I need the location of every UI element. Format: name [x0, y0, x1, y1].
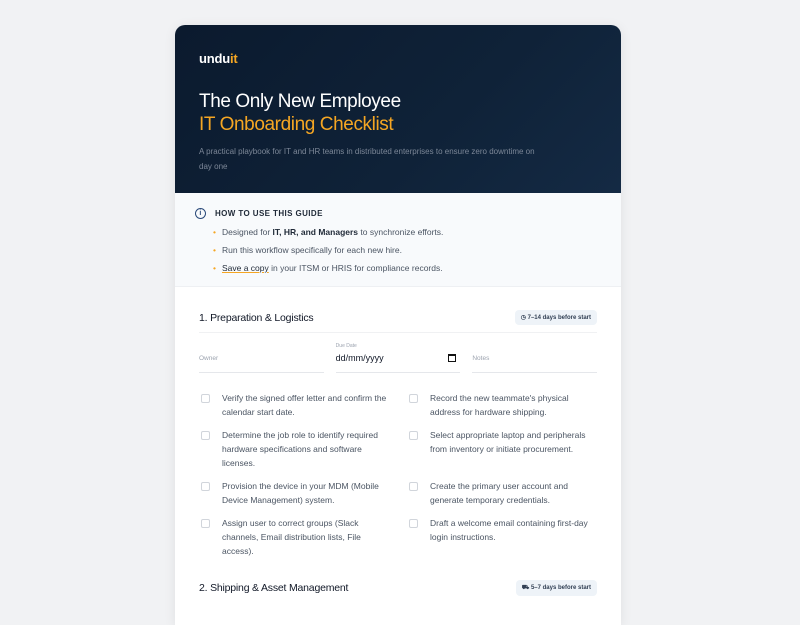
checkbox[interactable] [201, 431, 210, 440]
checkbox[interactable] [201, 519, 210, 528]
title-line-1: The Only New Employee [199, 91, 401, 112]
section-title: 1. Preparation & Logistics [199, 311, 314, 324]
task-list [199, 391, 597, 567]
checkbox[interactable] [201, 394, 210, 403]
task-item[interactable]: Draft a welcome email containing first-day login instructions. [409, 516, 597, 558]
section-title: 2. Shipping & Asset Management [199, 582, 349, 594]
task-item[interactable]: Provision the device in your MDM (Mobile Device Management) system. [201, 479, 389, 507]
title-line-2: IT Onboarding Checklist [199, 114, 394, 135]
save-copy-link[interactable]: Save a copy [221, 263, 269, 273]
checkbox[interactable] [409, 431, 418, 440]
timing-badge: ⛟ 5–7 days before start [516, 580, 597, 596]
unduit-logo [199, 51, 597, 66]
section-preparation [175, 303, 621, 567]
guide-item: • Designed for IT, HR, and Managers to synchronize efforts. [213, 227, 444, 237]
task-item[interactable]: Select appropriate laptop and peripherals from inventory or initiate procurement. [409, 428, 597, 470]
owner-input[interactable]: Owner [199, 341, 324, 373]
guide-item: • Run this workflow specifically for each new hire. [213, 245, 402, 255]
checkbox[interactable] [201, 482, 210, 491]
checkbox[interactable] [409, 519, 418, 528]
guide-item: • Save a copy in your ITSM or HRIS for compliance records. [213, 263, 443, 273]
calendar-icon[interactable] [448, 354, 456, 362]
page-title [199, 90, 597, 136]
checklist-card [175, 25, 621, 625]
notes-input[interactable]: Notes [472, 341, 597, 373]
task-item[interactable]: Create the primary user account and generate temporary credentials. [409, 479, 597, 507]
logo-text: undu [199, 51, 230, 66]
guide-heading: HOW TO USE THIS GUIDE [215, 209, 323, 218]
checkbox[interactable] [409, 394, 418, 403]
due-date-input[interactable]: Due Date dd/mm/yyyy [336, 341, 461, 373]
task-item[interactable]: Determine the job role to identify required hardware specifications and software licenses. [201, 428, 389, 470]
logo-accent: it [229, 51, 238, 66]
hero-header [175, 25, 621, 193]
subtitle: A practical playbook for IT and HR teams in distributed enterprises to ensure zero downtime on day one [199, 147, 535, 171]
task-item[interactable]: Assign user to correct groups (Slack channels, Email distribution lists, File access). [201, 516, 389, 558]
task-item[interactable]: Verify the signed offer letter and confirm the calendar start date. [201, 391, 389, 419]
how-to-guide [175, 193, 621, 287]
timing-badge: ◷ 7–14 days before start [515, 310, 597, 325]
checkbox[interactable] [409, 482, 418, 491]
info-icon: i [195, 208, 206, 219]
task-item[interactable]: Record the new teammate's physical address for hardware shipping. [409, 391, 597, 419]
section-shipping [175, 573, 621, 603]
